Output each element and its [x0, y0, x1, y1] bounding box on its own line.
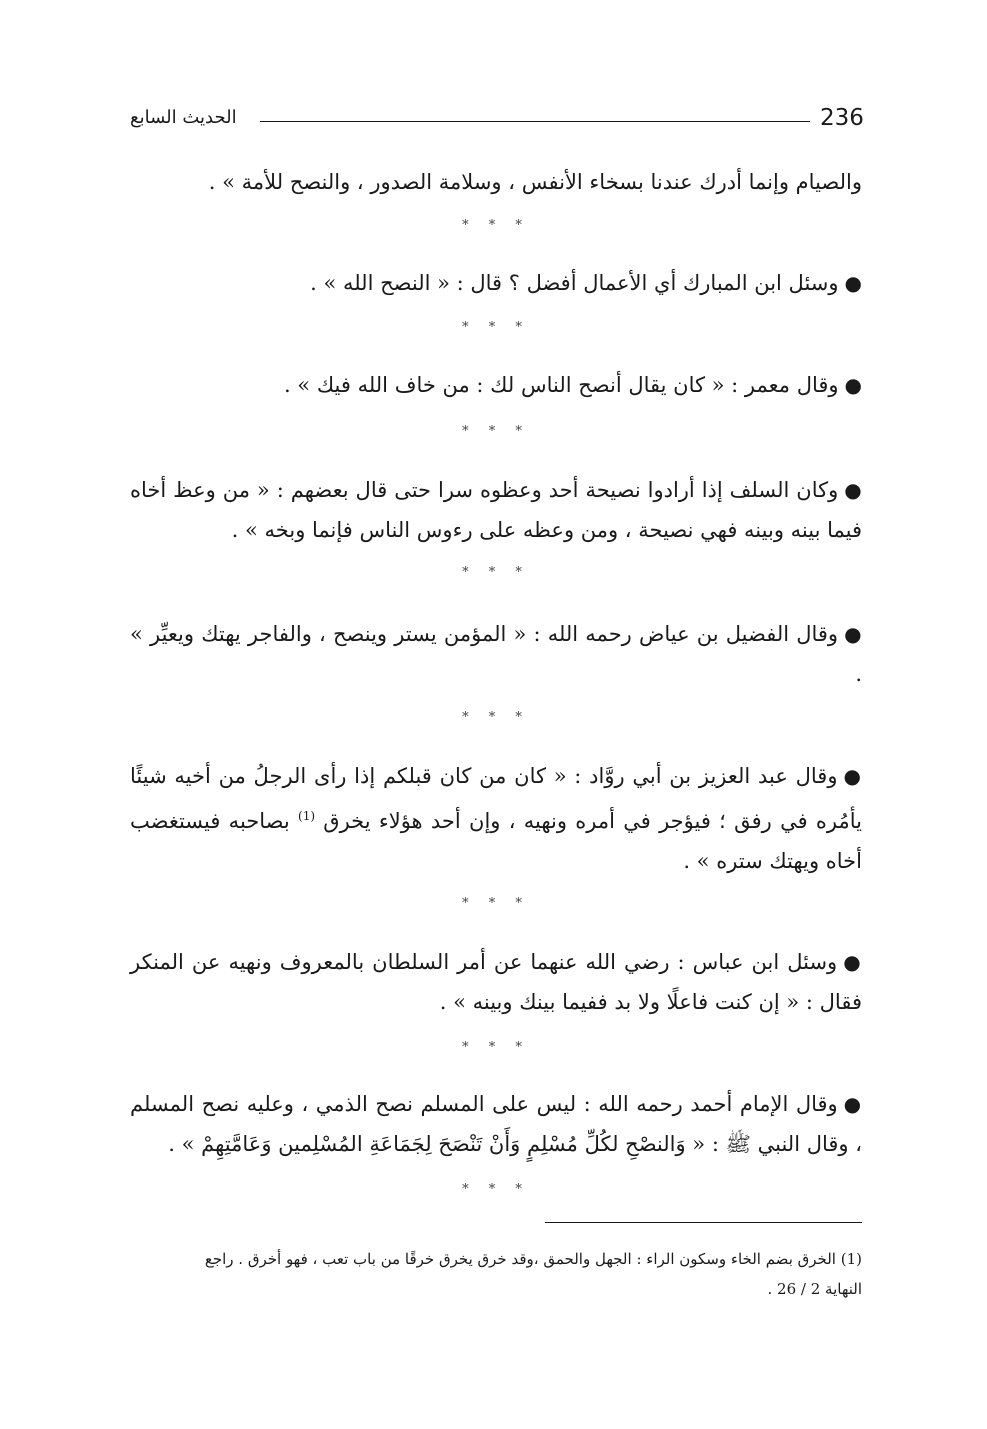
paragraph-text: والصيام وإنما أدرك عندنا بسخاء الأنفس ، وسلامة الصدور ، والنصح للأمة » . [208, 170, 862, 194]
bullet-icon: ● [844, 271, 862, 295]
paragraph-text: بصاحبه فيستغضب أخاه ويهتك ستره » . [130, 809, 862, 873]
paragraph-text: وقال الفضيل بن عياض رحمه الله : « المؤمن يستر وينصح ، والفاجر يهتك ويعيِّر » . [130, 622, 862, 686]
page-header [130, 100, 862, 136]
section-separator: * * * [462, 1040, 530, 1055]
section-separator: * * * [462, 710, 530, 725]
bullet-icon: ● [844, 478, 862, 502]
header-rule [260, 121, 810, 122]
paragraph-ahmad [130, 1084, 862, 1164]
chapter-title: الحديث السابع [130, 107, 237, 128]
section-separator: * * * [462, 424, 530, 439]
footnote-line: (1) الخرق بضم الخاء وسكون الراء : الجهل والحمق ،وقد خرق يخرق خرقًا من باب تعب ، فهو أخرق . راجع [204, 1250, 862, 1268]
footnote-rule [545, 1222, 862, 1223]
paragraph-text: وكان السلف إذا أرادوا نصيحة أحد وعظوه سرا حتى قال بعضهم : « من وعظ أخاه فيما بينه وبينه فهي نصيحة ، ومن وعظه على رءوس الناس فإنما وبخه » . [130, 478, 862, 542]
section-separator: * * * [462, 218, 530, 233]
paragraph-abdulaziz [130, 756, 862, 881]
paragraph-text: وسئل ابن المبارك أي الأعمال أفضل ؟ قال : « النصح الله » . [310, 271, 839, 295]
bullet-icon: ● [843, 950, 863, 974]
footnote [130, 1244, 862, 1304]
section-separator: * * * [462, 1182, 530, 1197]
section-separator: * * * [462, 565, 530, 580]
section-separator: * * * [462, 320, 530, 335]
paragraph-muammar [130, 365, 862, 405]
footnote-line: النهاية 2 / 26 . [767, 1280, 862, 1298]
bullet-icon: ● [844, 622, 863, 646]
bullet-icon: ● [844, 373, 862, 397]
paragraph-text: وسئل ابن عباس : رضي الله عنهما عن أمر السلطان بالمعروف ونهيه عن المنكر فقال : « إن كنت فاعلًا ولا بد ففيما بينك وبينه » . [130, 950, 862, 1014]
paragraph-text: وقال عبد العزيز بن أبي روَّاد : « كان من كان قبلكم إذا رأى الرجلُ من أخيه شيئًا يأمُره في رفق ؛ فيؤجر في أمره ونهيه ، وإن أحد هؤلاء يخرق [130, 764, 862, 833]
section-separator: * * * [462, 896, 530, 911]
paragraph-continuation [130, 162, 862, 202]
footnote-marker: (1) [298, 809, 316, 823]
paragraph-ibn-mubarak [130, 263, 862, 303]
bullet-icon: ● [843, 1092, 862, 1116]
paragraph-ibn-abbas [130, 942, 862, 1022]
bullet-icon: ● [843, 764, 863, 788]
paragraph-salaf [130, 470, 862, 550]
paragraph-fudayl [130, 614, 862, 694]
paragraph-text: وقال الإمام أحمد رحمه الله : ليس على المسلم نصح الذمي ، وعليه نصح المسلم ، وقال النبي ﷺ : « وَالنصْحِ لكُلِّ مُسْلِمٍ وَأَنْ تَنْصَحَ لِجَمَاعَةِ المُسْلِمين وَعَامَّتِهِمْ » . [130, 1092, 862, 1156]
page-number: 236 [820, 105, 864, 131]
paragraph-text: وقال معمر : « كان يقال أنصح الناس لك : من خاف الله فيك » . [283, 373, 839, 397]
